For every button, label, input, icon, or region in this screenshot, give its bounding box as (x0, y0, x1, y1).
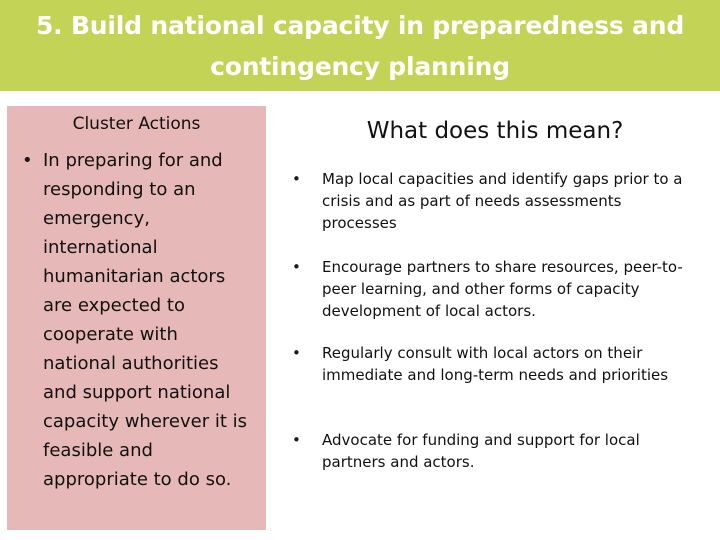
slide-title-bar (0, 0, 720, 91)
cluster-actions-text: In preparing for and responding to an emergency, international humanitarian actors are expected to cooperate with national authorities and support national capacity wherever it is feasible and appropriate to do so. (43, 150, 248, 490)
slide-title-line-2: contingency planning (210, 51, 510, 81)
slide-title (36, 5, 684, 87)
bullet-icon: • (292, 170, 301, 188)
bullet-icon: • (22, 150, 33, 171)
bullet-icon: • (292, 258, 301, 276)
list-item-text: Map local capacities and identify gaps prior to a crisis and as part of needs assessments processes (322, 170, 683, 232)
list-item-text: Regularly consult with local actors on their immediate and long-term needs and priorities (322, 344, 669, 384)
list-item-text: Encourage partners to share resources, peer-to-peer learning, and other forms of capacity development of local actors. (322, 258, 683, 320)
slide-title-line-1: 5. Build national capacity in preparedness and (35, 10, 685, 40)
bullet-icon: • (292, 344, 301, 362)
cluster-actions-heading: Cluster Actions (72, 114, 201, 134)
bullet-icon: • (292, 431, 301, 449)
cluster-actions-panel (7, 106, 266, 530)
what-does-this-mean-heading: What does this mean? (366, 118, 624, 144)
list-item-text: Advocate for funding and support for local partners and actors. (322, 431, 640, 471)
